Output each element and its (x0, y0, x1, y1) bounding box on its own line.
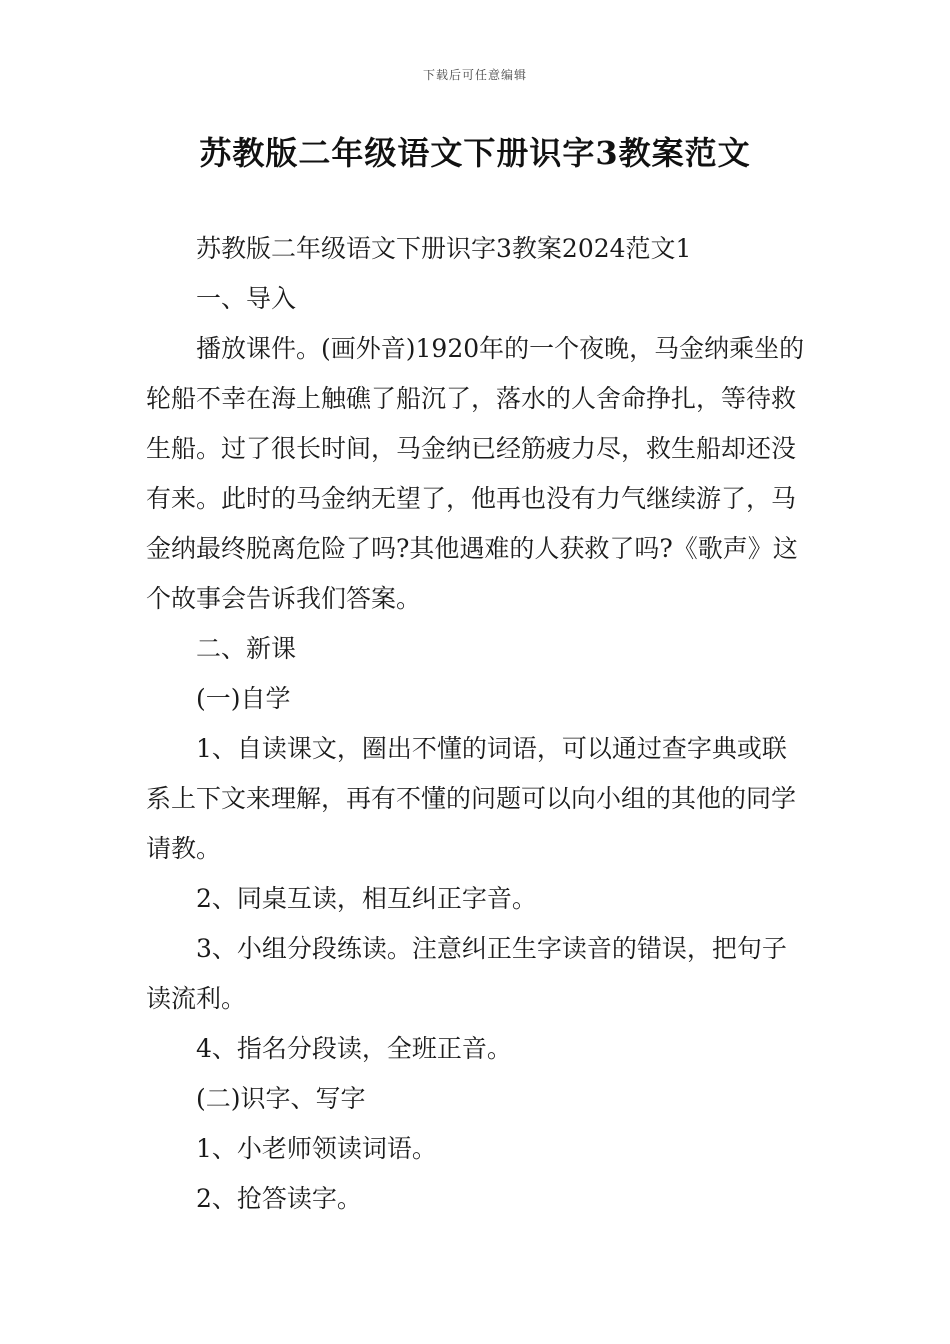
paragraph-literacy-step-1: 1、小老师领读词语。 (196, 1134, 437, 1163)
paragraph-literacy-step-2: 2、抢答读字。 (196, 1184, 362, 1213)
paragraph-subtitle: 苏教版二年级语文下册识字3教案2024范文1 (196, 234, 692, 263)
page-header-note: 下载后可任意编辑 (422, 68, 527, 82)
paragraph-step-3: 3、小组分段练读。注意纠正生字读音的错误，把句子读流利。 (146, 934, 787, 1013)
document-body (146, 224, 806, 1224)
paragraph-intro-text: 播放课件。(画外音)1920年的一个夜晚，马金纳乘坐的轮船不幸在海上触礁了船沉了，落水的人舍命挣扎，等待救生船。过了很长时间，马金纳已经筋疲力尽，救生船却还没有来。此时的马金纳无望了，他再也没有力气继续游了，马金纳最终脱离危险了吗?其他遇难的人获救了吗?《歌声》这个故事会告诉我们答案。 (146, 334, 805, 613)
paragraph-subsection-self-study: (一)自学 (196, 684, 291, 713)
paragraph-step-4: 4、指名分段读，全班正音。 (196, 1034, 512, 1063)
document-title: 苏教版二年级语文下册识字3教案范文 (199, 134, 751, 172)
paragraph-subsection-literacy: (二)识字、写字 (196, 1084, 366, 1113)
paragraph-section-new-lesson: 二、新课 (196, 634, 297, 663)
paragraph-step-2: 2、同桌互读，相互纠正字音。 (196, 884, 537, 913)
paragraph-section-intro: 一、导入 (196, 284, 297, 313)
paragraph-step-1: 1、自读课文，圈出不懂的词语，可以通过查字典或联系上下文来理解，再有不懂的问题可以向小组的其他的同学请教。 (146, 734, 797, 863)
